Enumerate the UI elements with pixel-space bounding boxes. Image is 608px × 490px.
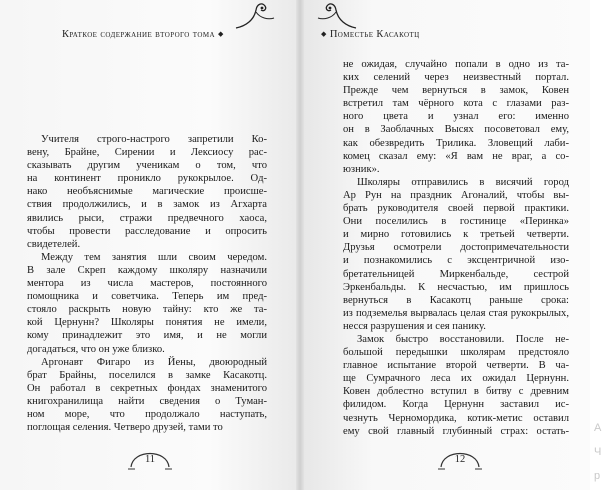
text-line: и мирно готовились к третьей четверти. [343, 229, 569, 241]
left-page-body-text [27, 133, 267, 434]
text-line: явились рыси, стражи предвечного хаоса, [27, 212, 267, 224]
text-line: из подземелья вырвалась целая стая рукокрылых, [343, 307, 569, 319]
text-line: Эркенбальды. К несчастью, им пришлось [343, 281, 569, 293]
text-line: В зале Скреп каждому школяру назначили [27, 264, 267, 276]
text-line: ствия продолжились, и в замок из Агхарта [27, 199, 267, 211]
edge-glyph: р [594, 470, 601, 482]
text-line: кой Цернунн? Школяры понятия не имели, [27, 317, 267, 329]
text-line: сказывать другим ученикам о том, что [27, 160, 267, 172]
flourish-ornament-left-icon [232, 0, 276, 30]
text-line: Они поселились в гостинице «Перинка» [343, 216, 569, 228]
text-line: Школяры отправились в висячий город [357, 176, 569, 188]
text-line: Замок быстро восстановили. После не- [357, 333, 569, 345]
text-line: Учителя строго-настрого запретили Ко- [41, 134, 267, 145]
text-line: поглощая селения. Четверо друзей, тами то [27, 422, 223, 434]
text-line: большой передышки школярам предстояло [343, 347, 569, 359]
text-line: ему свой главный глубинный страх: остать- [343, 425, 569, 437]
page-number-left-text: 11 [144, 454, 156, 465]
text-line: чтобы провести расследование и опросить [27, 225, 267, 237]
running-head-left-text: Краткое содержание второго тома [62, 29, 215, 40]
flourish-ornament-right-icon [316, 0, 360, 30]
page-number-right [437, 443, 483, 473]
text-line: ще Сумрачного леса их ожидал Цернунн. [343, 373, 569, 385]
text-line: ного цвета и узнал его: именно [343, 111, 569, 123]
text-line: он в Заоблачных Высях посоветовал ему, [343, 124, 569, 136]
text-line: книгохранилища найти сведения о Туман- [27, 395, 267, 407]
text-line: комец сказал ему: «Я вам не враг, а со- [343, 150, 569, 162]
page-number-right-text: 12 [454, 454, 466, 465]
text-line: бретательницей Миркенбальде, сестрой [343, 268, 569, 280]
text-line: ментора из числа мастеров, постоянного [27, 278, 267, 290]
text-line: Аргонавт Фигаро из Йены, двоюродный [41, 356, 267, 368]
text-line: Между тем занятия шли своим чередом. [41, 251, 267, 263]
diamond-icon: ◆ [321, 30, 327, 38]
text-line: Друзья осмотрели достопримечательности [343, 242, 569, 254]
running-head-left [62, 29, 224, 40]
text-line: как обезвредить Трилика. Зловещий лаби- [343, 137, 569, 149]
text-line: и познакомились с эксцентричной изо- [343, 255, 569, 267]
text-line: помощника и советчика. Теперь им пред- [27, 291, 267, 303]
text-line: главное испытание второй четверти. В ча- [343, 360, 569, 372]
running-head-right-text: Поместье Касакотц [329, 29, 420, 40]
right-page-body-text [343, 58, 569, 438]
running-head-right [321, 29, 420, 40]
text-line: вернуться в Касакотц раньше срока: [343, 294, 569, 306]
edge-glyph: Ч [594, 446, 602, 458]
text-line: ном море, что продолжало наступать, [27, 408, 267, 420]
page-number-left [127, 443, 173, 473]
diamond-icon: ◆ [217, 30, 224, 38]
text-line: нако необъяснимые магические происше- [27, 186, 267, 198]
text-line: брат Брайны, поселился в замке Касакотц. [27, 369, 267, 381]
text-line: свидетелей. [27, 238, 81, 250]
text-line: филидом. Когда Цернунн заставил ис- [343, 399, 569, 411]
text-line: на континент проникло рукокрылое. Од- [27, 173, 267, 185]
text-line: брать руководителя своей первой практики. [343, 203, 569, 215]
text-line: ких селений через неизвестный портал. [343, 72, 569, 84]
text-line: Он работал в секретных фондах знаменитого [27, 382, 267, 394]
text-line: вену, Брайне, Сирении и Лексиосу рас- [27, 147, 267, 159]
text-line: Ар Рун на праздник Агоналий, чтобы вы- [343, 189, 569, 201]
text-line: стояло раскрыть новую тайну: кто же та- [27, 304, 267, 316]
text-line: чезнуть Черномордика, котик-метис оставил [343, 412, 569, 424]
text-line: Прежде чем вернуться в замок, Ковен [343, 85, 569, 97]
book-gutter [296, 0, 304, 490]
edge-glyph: А [594, 422, 602, 434]
background-margin [590, 0, 608, 490]
text-line: Ковен доблестно вступил в битву с древним [343, 386, 569, 398]
text-line: догадаться, что он уже близко. [27, 343, 165, 355]
text-line: встретил там чёрного кота с глазами раз- [343, 98, 569, 110]
text-line: несся разрушения и сея панику. [343, 320, 486, 332]
text-line: не ожидая, случайно попали в одно из та- [343, 59, 569, 70]
text-line: юзник». [343, 163, 380, 175]
text-line: кому принадлежит это имя, и не могли [27, 330, 267, 342]
